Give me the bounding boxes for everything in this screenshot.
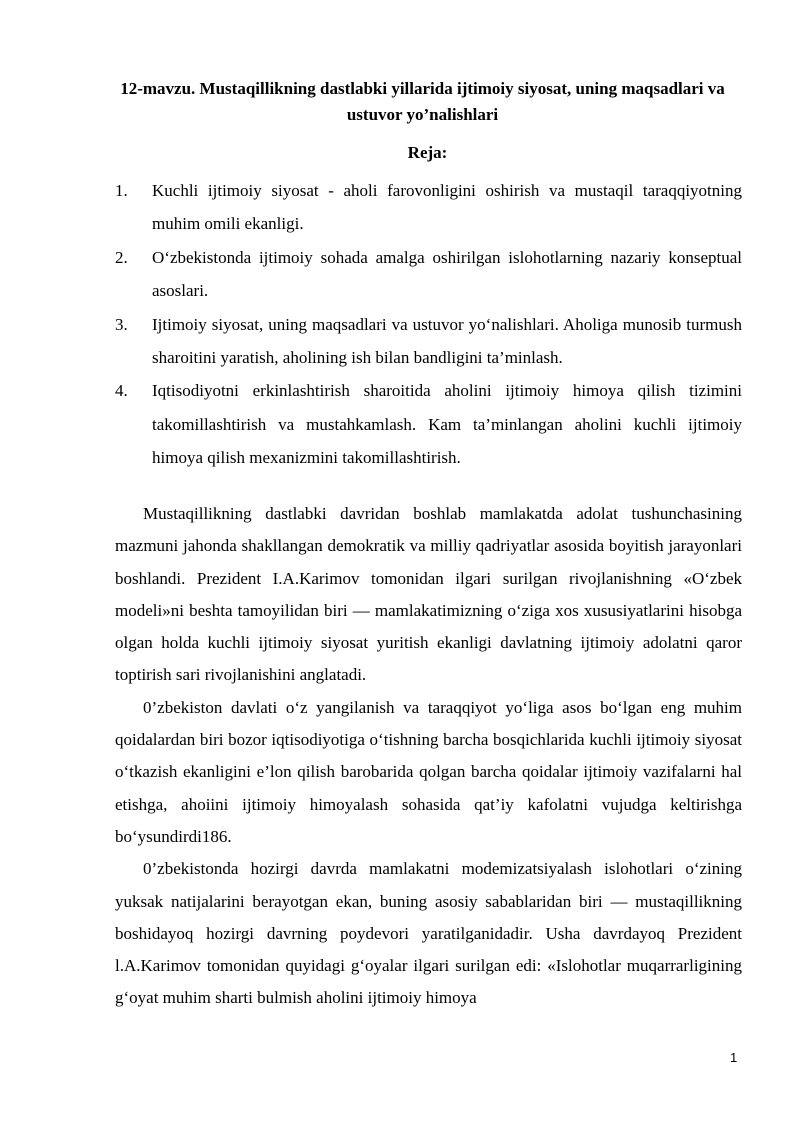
body-text bbox=[115, 498, 742, 1015]
plan-item-number: 1. bbox=[115, 181, 128, 200]
document-title: 12-mavzu. Mustaqillikning dastlabki yillarida ijtimoiy siyosat, uning maqsadlari va ustuvor yo’nalishlari bbox=[120, 79, 725, 124]
plan-item bbox=[115, 174, 742, 241]
body-paragraph: 0’zbekiston davlati o‘z yangilanish va taraqqiyot yo‘liga asos bo‘lgan eng muhim qoidalardan biri bozor iqtisodiyotiga o‘tishning barcha bosqichlarida kuchli ijtimoiy siyosat o‘tkazish ekanligini e’lon qilish barobarida qolgan barcha qoidalar ijtimoiy vazifalarni hal etishga, ahoiini ijtimoiy himoyalash sohasida qat’iy kafolatni vujudga keltirishga bo‘ysundirdi186. bbox=[115, 697, 742, 846]
plan-item-number: 3. bbox=[115, 314, 128, 334]
body-paragraph: 0’zbekistonda hozirgi davrda mamlakatni modemizatsiyalash islohotlari o‘zining yuksak natijalarini berayotgan ekan, buning asosiy sabablaridan biri — mustaqillikning boshidayoq hozirgi davrning poydevori yaratilganidadir. Usha davrdayoq Prezident l.A.Karimov tomonidan quyidagi g‘oyalar ilgari surilgan edi: «Islohotlar muqarrarligining g‘oyat muhim sharti bulmish aholini ijtimoiy himoya bbox=[115, 859, 742, 1008]
plan-item-number: 4. bbox=[115, 381, 128, 401]
plan-item-text: Kuchli ijtimoiy siyosat - aholi farovonligini oshirish va mustaqil taraqqiyotning muhim omili ekanligi. bbox=[152, 181, 742, 234]
plan-item bbox=[115, 374, 742, 474]
plan-item-text: Iqtisodiyotni erkinlashtirish sharoitida aholini ijtimoiy himoya qilish tizimini takomillashtirish va mustahkamlash. Kam ta’minlangan aholini kuchli ijtimoiy himoya qilish mexanizmini takomillashtirish. bbox=[152, 381, 742, 468]
plan-item bbox=[115, 241, 742, 308]
plan-item-text: Ijtimoiy siyosat, uning maqsadlari va ustuvor yo‘nalishlari. Aholiga munosib turmush sharoitini yaratish, aholining ish bilan bandligini ta’minlash. bbox=[152, 314, 742, 368]
plan-item bbox=[115, 308, 742, 375]
body-paragraph: Mustaqillikning dastlabki davridan boshlab mamlakatda adolat tushunchasining mazmuni jahonda shakllangan demokratik va milliy qadriyatlar asosida boyitish jarayonlari boshlandi. Prezident I.A.Karimov tomonidan ilgari surilgan rivojlanishning «O‘zbek modeli»ni beshta tamoyilidan biri — mamlakatimizning o‘ziga xos xususiyatlarini hisobga olgan holda kuchli ijtimoiy siyosat yuritish ekanligi davlatning ijtimoiy adolatni qaror toptirish sari rivojlanishini anglatadi. bbox=[115, 504, 742, 685]
plan-list bbox=[115, 174, 742, 475]
plan-item-number: 2. bbox=[115, 247, 128, 267]
plan-item-text: O‘zbekistonda ijtimoiy sohada amalga oshirilgan islohotlarning nazariy konseptual asoslari. bbox=[152, 247, 742, 301]
page-number: 1 bbox=[730, 1050, 738, 1065]
plan-heading: Reja: bbox=[407, 143, 448, 162]
